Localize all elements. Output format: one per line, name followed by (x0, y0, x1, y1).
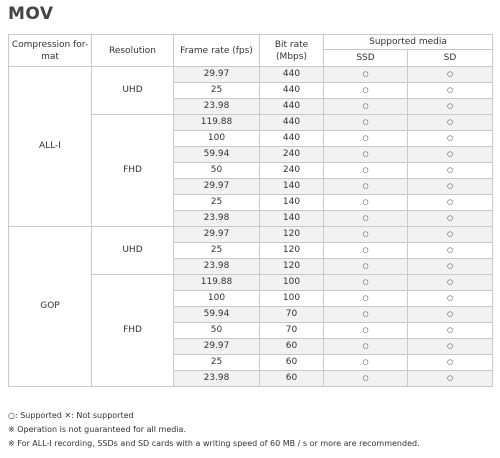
sd-support-cell: ○ (408, 67, 493, 83)
page-title: MOV (8, 4, 54, 24)
sd-support-cell: ○ (408, 115, 493, 131)
bit-rate-cell: 60 (260, 355, 324, 371)
frame-rate-cell: 59.94 (174, 307, 260, 323)
table-body (9, 67, 493, 387)
bit-rate-cell: 60 (260, 339, 324, 355)
frame-rate-cell: 119.88 (174, 275, 260, 291)
sd-support-cell: ○ (408, 99, 493, 115)
frame-rate-cell: 23.98 (174, 211, 260, 227)
ssd-support-cell: ○ (324, 99, 408, 115)
sd-support-cell: ○ (408, 147, 493, 163)
bit-rate-cell: 70 (260, 323, 324, 339)
sd-support-cell: ○ (408, 163, 493, 179)
header-resolution: Resolution (92, 35, 174, 67)
header-compression-format: Compression for-mat (9, 35, 92, 67)
sd-support-cell: ○ (408, 355, 493, 371)
sd-support-cell: ○ (408, 179, 493, 195)
sd-support-cell: ○ (408, 307, 493, 323)
frame-rate-cell: 23.98 (174, 99, 260, 115)
sd-support-cell: ○ (408, 131, 493, 147)
resolution-cell: UHD (92, 227, 174, 275)
sd-support-cell: ○ (408, 227, 493, 243)
frame-rate-cell: 29.97 (174, 339, 260, 355)
ssd-support-cell: ○ (324, 211, 408, 227)
ssd-support-cell: ○ (324, 83, 408, 99)
ssd-support-cell: ○ (324, 179, 408, 195)
frame-rate-cell: 59.94 (174, 147, 260, 163)
bit-rate-cell: 140 (260, 179, 324, 195)
resolution-cell: UHD (92, 67, 174, 115)
ssd-support-cell: ○ (324, 227, 408, 243)
frame-rate-cell: 50 (174, 323, 260, 339)
sd-support-cell: ○ (408, 323, 493, 339)
compression-format-cell: GOP (9, 227, 92, 387)
ssd-support-cell: ○ (324, 323, 408, 339)
bit-rate-cell: 120 (260, 259, 324, 275)
ssd-support-cell: ○ (324, 67, 408, 83)
bit-rate-cell: 140 (260, 195, 324, 211)
bit-rate-cell: 140 (260, 211, 324, 227)
recommendation-note: ※ For ALL-I recording, SSDs and SD cards with a writing speed of 60 MB / s or more are recommended. (8, 439, 420, 448)
sd-support-cell: ○ (408, 371, 493, 387)
frame-rate-cell: 25 (174, 243, 260, 259)
footnotes (8, 409, 420, 451)
header-sd: SD (408, 50, 493, 67)
table-row (9, 227, 493, 243)
frame-rate-cell: 25 (174, 195, 260, 211)
ssd-support-cell: ○ (324, 131, 408, 147)
resolution-cell: FHD (92, 115, 174, 227)
bit-rate-cell: 440 (260, 99, 324, 115)
resolution-cell: FHD (92, 275, 174, 387)
bit-rate-cell: 440 (260, 115, 324, 131)
bit-rate-cell: 240 (260, 163, 324, 179)
ssd-support-cell: ○ (324, 371, 408, 387)
frame-rate-cell: 50 (174, 163, 260, 179)
ssd-support-cell: ○ (324, 195, 408, 211)
bit-rate-cell: 100 (260, 275, 324, 291)
ssd-support-cell: ○ (324, 275, 408, 291)
ssd-support-cell: ○ (324, 115, 408, 131)
frame-rate-cell: 25 (174, 355, 260, 371)
ssd-support-cell: ○ (324, 163, 408, 179)
table-header (9, 35, 493, 67)
header-frame-rate: Frame rate (fps) (174, 35, 260, 67)
sd-support-cell: ○ (408, 243, 493, 259)
sd-support-cell: ○ (408, 83, 493, 99)
bit-rate-cell: 120 (260, 243, 324, 259)
bit-rate-cell: 440 (260, 83, 324, 99)
bit-rate-cell: 120 (260, 227, 324, 243)
legend-note: ○: Supported ✕: Not supported (8, 411, 134, 420)
compression-format-cell: ALL-I (9, 67, 92, 227)
frame-rate-cell: 119.88 (174, 115, 260, 131)
bit-rate-cell: 240 (260, 147, 324, 163)
frame-rate-cell: 25 (174, 83, 260, 99)
ssd-support-cell: ○ (324, 259, 408, 275)
bit-rate-cell: 60 (260, 371, 324, 387)
bit-rate-cell: 70 (260, 307, 324, 323)
sd-support-cell: ○ (408, 291, 493, 307)
ssd-support-cell: ○ (324, 355, 408, 371)
frame-rate-cell: 100 (174, 291, 260, 307)
table-row (9, 67, 493, 83)
frame-rate-cell: 29.97 (174, 227, 260, 243)
frame-rate-cell: 100 (174, 131, 260, 147)
mov-spec-table (8, 34, 493, 387)
header-bit-rate: Bit rate (Mbps) (260, 35, 324, 67)
ssd-support-cell: ○ (324, 147, 408, 163)
bit-rate-cell: 440 (260, 67, 324, 83)
bit-rate-cell: 100 (260, 291, 324, 307)
frame-rate-cell: 29.97 (174, 67, 260, 83)
guarantee-note: ※ Operation is not guaranteed for all media. (8, 425, 186, 434)
sd-support-cell: ○ (408, 259, 493, 275)
sd-support-cell: ○ (408, 195, 493, 211)
frame-rate-cell: 29.97 (174, 179, 260, 195)
sd-support-cell: ○ (408, 339, 493, 355)
header-ssd: SSD (324, 50, 408, 67)
ssd-support-cell: ○ (324, 307, 408, 323)
sd-support-cell: ○ (408, 275, 493, 291)
frame-rate-cell: 23.98 (174, 259, 260, 275)
bit-rate-cell: 440 (260, 131, 324, 147)
sd-support-cell: ○ (408, 211, 493, 227)
ssd-support-cell: ○ (324, 243, 408, 259)
frame-rate-cell: 23.98 (174, 371, 260, 387)
ssd-support-cell: ○ (324, 339, 408, 355)
header-supported-media: Supported media (324, 35, 493, 50)
ssd-support-cell: ○ (324, 291, 408, 307)
